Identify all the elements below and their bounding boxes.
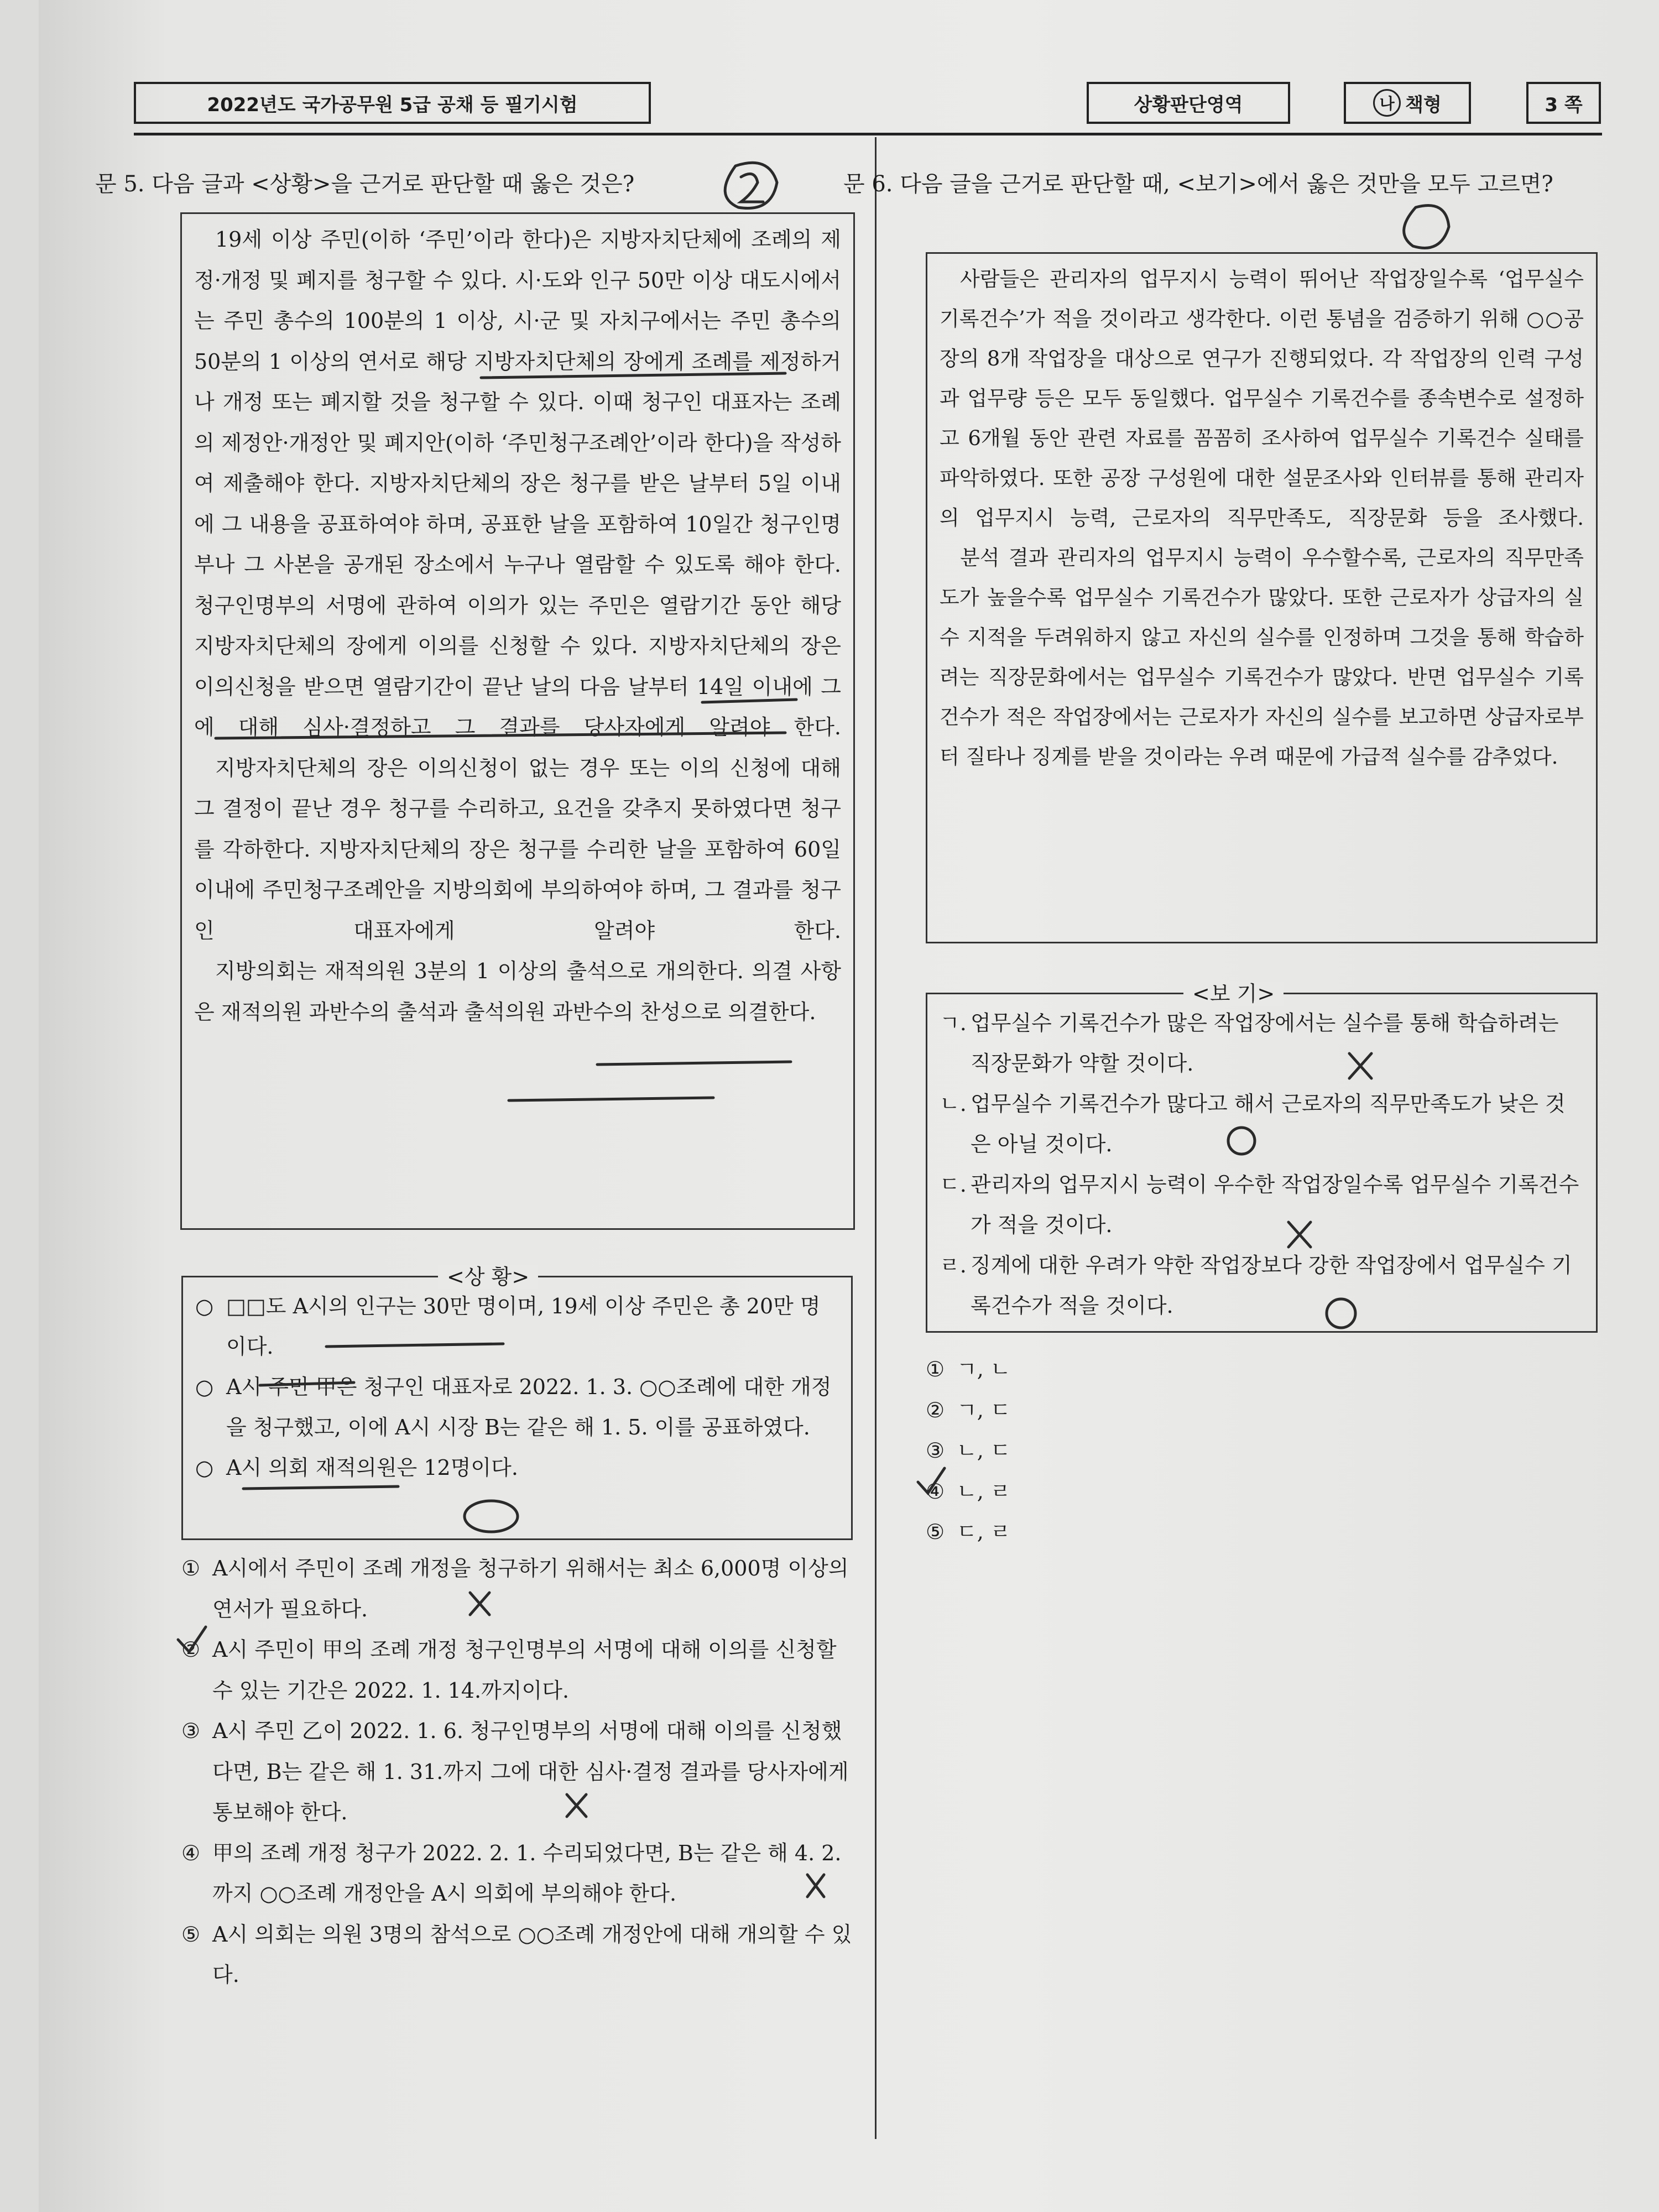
page-number: 3 쪽 <box>1545 93 1583 116</box>
q5-option-2[interactable]: ② A시 주민이 甲의 조례 개정 청구인명부의 서명에 대해 이의를 신청할 수 있는 기간은 2022. 1. 14.까지이다. <box>181 1637 837 1703</box>
q6-option-5[interactable]: ⑤ ㄷ, ㄹ <box>926 1520 1011 1544</box>
exam-page <box>39 0 1659 2212</box>
exam-title: 2022년도 국가공무원 5급 공채 등 필기시험 <box>207 93 578 116</box>
situation-item: ○ A시 주민 甲은 청구인 대표자로 2022. 1. 3. ○○조례에 대한 개정을 청구했고, 이에 A시 시장 B는 같은 해 1. 5. 이를 공표하였다. <box>195 1375 832 1439</box>
q6-option-1[interactable]: ① ㄱ, ㄴ <box>926 1357 1011 1381</box>
q5-paragraph: 지방의회는 재적의원 3분의 1 이상의 출석으로 개의한다. 의결 사항은 재적의원 과반수의 출석과 출석의원 과반수의 찬성으로 의결한다. <box>194 959 841 1024</box>
q5-option-4[interactable]: ④ 甲의 조례 개정 청구가 2022. 2. 1. 수리되었다면, B는 같은 해 4. 2.까지 ○○조례 개정안을 A시 의회에 부의해야 한다. <box>181 1840 842 1906</box>
bogi-item: ㄱ. 업무실수 기록건수가 많은 작업장에서는 실수를 통해 학습하려는 직장문화가 약할 것이다. <box>940 1011 1559 1076</box>
section-box <box>1087 82 1290 124</box>
q6-paragraph: 사람들은 관리자의 업무지시 능력이 뛰어난 작업장일수록 ‘업무실수 기록건수’가 적을 것이라고 생각한다. 이런 통념을 검증하기 위해 ○○공장의 8개 작업장을 대상으로 연구가 진행되었다. 각 작업장의 인력 구성과 업무량 등은 모두 동일했다. 업무실수 기록건수를 종속변수로 설정하고 6개월 동안 관련 자료를 꼼꼼히 조사하여 업무실수 기록건수 실태를 파악하였다. 또한 공장 구성원에 대한 설문조사와 인터뷰를 통해 관리자의 업무지시 능력, 근로자의 직무만족도, 직장문화 등을 조사했다. <box>940 267 1584 530</box>
situation-item: ○ A시 의회 재적의원은 12명이다. <box>195 1455 518 1480</box>
page-number-box <box>1526 82 1601 124</box>
q5-option-3[interactable]: ③ A시 주민 乙이 2022. 1. 6. 청구인명부의 서명에 대해 이의를 신청했다면, B는 같은 해 1. 31.까지 그에 대한 심사·결정 결과를 당사자에게 통보해야 한다. <box>181 1719 849 1824</box>
bogi-item: ㄷ. 관리자의 업무지시 능력이 우수한 작업장일수록 업무실수 기록건수가 적을 것이다. <box>940 1172 1579 1237</box>
q6-bogi-box <box>926 993 1598 1333</box>
situation-title: <상 황> <box>438 1265 538 1289</box>
bogi-item: ㄹ. 징계에 대한 우려가 약한 작업장보다 강한 작업장에서 업무실수 기록건수가 적을 것이다. <box>940 1253 1572 1318</box>
booklet-mark: 나 <box>1373 89 1401 117</box>
q6-title: 문 6. 다음 글을 근거로 판단할 때, <보기>에서 옳은 것만을 모두 고르면? <box>843 171 1553 197</box>
booklet-type-box <box>1344 82 1471 124</box>
q5-passage-box <box>180 212 855 1230</box>
q5-situation-box <box>181 1276 853 1540</box>
q6-paragraph: 분석 결과 관리자의 업무지시 능력이 우수할수록, 근로자의 직무만족도가 높을수록 업무실수 기록건수가 많았다. 또한 근로자가 상급자의 실수 지적을 두려워하지 않고 자신의 실수를 인정하며 그것을 통해 학습하려는 직장문화에서는 업무실수 기록건수가 많았다. 반면 업무실수 기록건수가 적은 작업장에서는 근로자가 자신의 실수를 보고하면 상급자로부터 질타나 징계를 받을 것이라는 우려 때문에 가급적 실수를 감추었다. <box>940 546 1584 769</box>
bogi-item: ㄴ. 업무실수 기록건수가 많다고 해서 근로자의 직무만족도가 낮은 것은 아닐 것이다. <box>940 1092 1566 1156</box>
q6-option-4[interactable]: ④ ㄴ, ㄹ <box>926 1479 1011 1504</box>
q6-passage-box <box>926 252 1598 943</box>
q5-paragraph: 19세 이상 주민(이하 ‘주민’이라 한다)은 지방자치단체에 조례의 제정·개정 및 폐지를 청구할 수 있다. 시·도와 인구 50만 이상 대도시에서는 주민 총수의 100분의 1 이상, 시·군 및 자치구에서는 주민 총수의 50분의 1 이상의 연서로 해당 지방자치단체의 장에게 조례를 제정하거나 개정 또는 폐지할 것을 청구할 수 있다. 이때 청구인 대표자는 조례의 제정안·개정안 및 폐지안(이하 ‘주민청구조례안’이라 한다)을 작성하여 제출해야 한다. 지방자치단체의 장은 청구를 받은 날부터 5일 이내에 그 내용을 공표하여야 하며, 공표한 날을 포함하여 10일간 청구인명부나 그 사본을 공개된 장소에서 누구나 열람할 수 있도록 해야 한다. 청구인명부의 서명에 관하여 이의가 있는 주민은 열람기간 동안 해당 지방자치단체의 장에게 이의를 신청할 수 있다. 지방자치단체의 장은 이의신청을 받으면 열람기간이 끝난 날의 다음 날부터 14일 이내에 그에 대해 심사·결정하고 그 결과를 당사자에게 알려야 한다. <box>194 227 841 739</box>
exam-title-box <box>134 82 651 124</box>
q5-option-5[interactable]: ⑤ A시 의회는 의원 3명의 참석으로 ○○조례 개정안에 대해 개의할 수 있다. <box>181 1922 852 1987</box>
column-divider <box>875 137 877 2139</box>
q5-paragraph: 지방자치단체의 장은 이의신청이 없는 경우 또는 이의 신청에 대해 그 결정이 끝난 경우 청구를 수리하고, 요건을 갖추지 못하였다면 청구를 각하한다. 지방자치단체의 장은 청구를 수리한 날을 포함하여 60일 이내에 주민청구조례안을 지방의회에 부의하여야 하며, 그 결과를 청구인 대표자에게 알려야 한다. <box>194 755 841 943</box>
q5-options <box>181 1548 862 1996</box>
q6-option-3[interactable]: ③ ㄴ, ㄷ <box>926 1438 1011 1463</box>
q6-option-2[interactable]: ② ㄱ, ㄷ <box>926 1397 1011 1422</box>
booklet-label: 책형 <box>1405 93 1442 116</box>
header-rule <box>134 133 1602 135</box>
bogi-title: <보 기> <box>1183 982 1284 1006</box>
q5-option-1[interactable]: ① A시에서 주민이 조례 개정을 청구하기 위해서는 최소 6,000명 이상의 연서가 필요하다. <box>181 1556 849 1621</box>
section-label: 상황판단영역 <box>1134 93 1243 116</box>
q5-title: 문 5. 다음 글과 <상황>을 근거로 판단할 때 옳은 것은? <box>95 171 635 197</box>
situation-item: ○ □□도 A시의 인구는 30만 명이며, 19세 이상 주민은 총 20만 명이다. <box>195 1294 821 1359</box>
q6-options <box>926 1349 1202 1553</box>
